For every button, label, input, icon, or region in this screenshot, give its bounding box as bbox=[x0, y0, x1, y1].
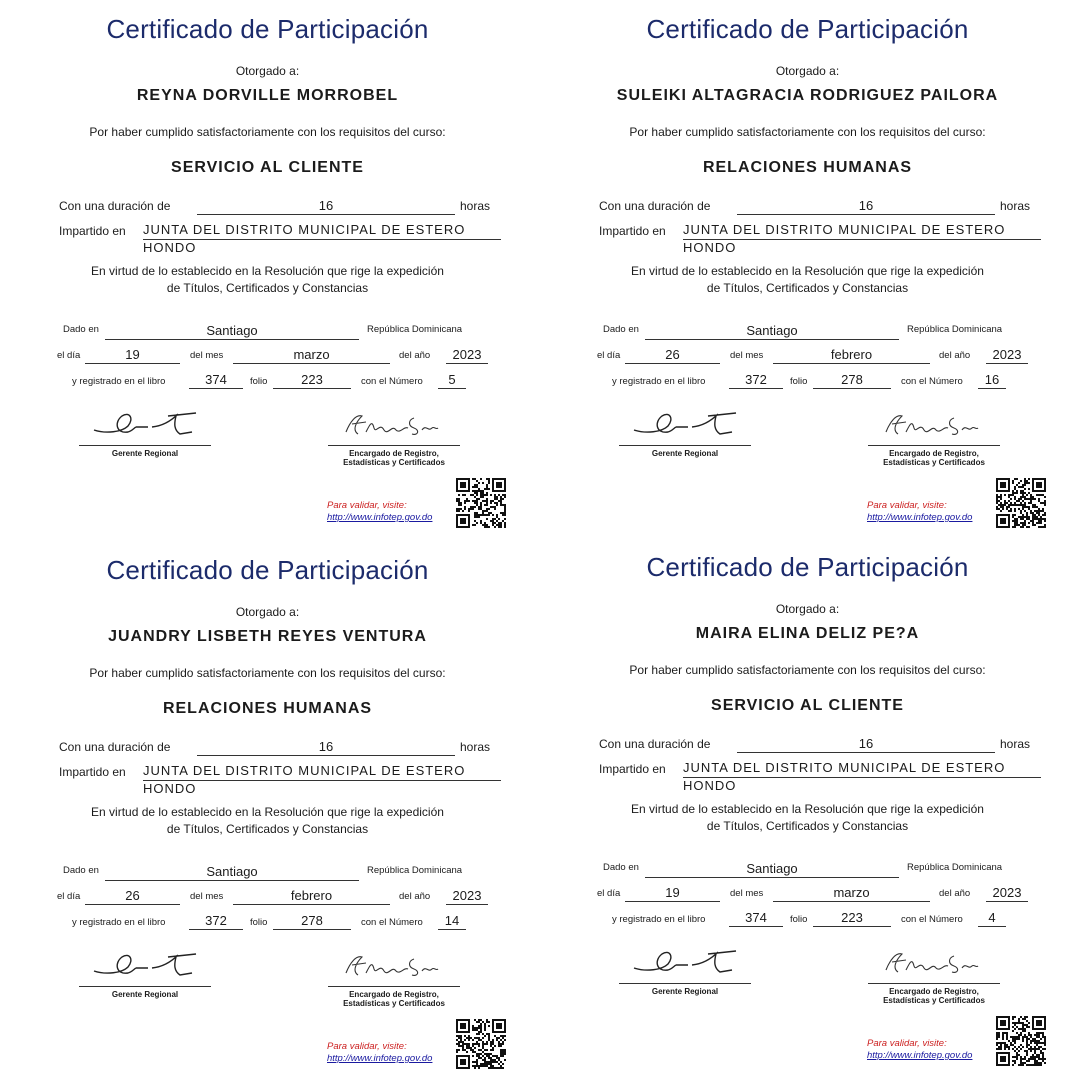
city-value: Santiago bbox=[645, 322, 899, 340]
registry-officer-signature bbox=[882, 410, 982, 440]
validate-text: Para validar, visite: bbox=[867, 1038, 947, 1049]
resolution-line-1: En virtud de lo establecido en la Resolución que rige la expedición bbox=[91, 264, 444, 278]
hours-value: 16 bbox=[197, 197, 455, 215]
sig2-caption-line-1: Encargado de Registro, bbox=[349, 449, 439, 458]
resolution-line-1: En virtud de lo establecido en la Resolución que rige la expedición bbox=[631, 264, 984, 278]
book-value: 372 bbox=[189, 912, 243, 930]
numero-label: con el Número bbox=[361, 376, 423, 387]
certificate-title: Certificado de Participación bbox=[646, 552, 969, 582]
course-name: RELACIONES HUMANAS bbox=[162, 700, 373, 717]
country-label: República Dominicana bbox=[907, 862, 1003, 873]
certificate-3 bbox=[0, 541, 540, 1081]
course-name: RELACIONES HUMANAS bbox=[702, 159, 913, 176]
validate-text: Para validar, visite: bbox=[867, 500, 947, 511]
entity-value: JUNTA DEL DISTRITO MUNICIPAL DE ESTERO HONDO bbox=[683, 759, 1041, 778]
folio-label: folio bbox=[790, 914, 808, 925]
sig2-caption-line-1: Encargado de Registro, bbox=[889, 449, 979, 458]
numero-label: con el Número bbox=[901, 376, 963, 387]
duration-label: Con una duración de bbox=[599, 199, 711, 213]
duration-label: Con una duración de bbox=[59, 199, 171, 213]
sig2-caption-line-1: Encargado de Registro, bbox=[349, 990, 439, 999]
anio-label: del año bbox=[399, 891, 431, 902]
sig2-caption bbox=[322, 449, 466, 467]
duration-label: Con una duración de bbox=[599, 737, 711, 751]
resolution-text bbox=[540, 801, 1075, 835]
sig2-caption-line-2: Estadísticas y Certificados bbox=[883, 996, 985, 1005]
libro-label: y registrado en el libro bbox=[72, 917, 166, 928]
folio-label: folio bbox=[790, 376, 808, 387]
entity-value: JUNTA DEL DISTRITO MUNICIPAL DE ESTERO HONDO bbox=[143, 221, 501, 240]
month-value: febrero bbox=[233, 887, 390, 905]
mes-label: del mes bbox=[730, 350, 764, 361]
dia-label: el día bbox=[57, 891, 81, 902]
certificate-title: Certificado de Participación bbox=[106, 555, 429, 585]
recipient-name: MAIRA ELINA DELIZ PE?A bbox=[695, 625, 920, 642]
signature-line-2 bbox=[328, 986, 460, 987]
resolution-line-1: En virtud de lo establecido en la Resolución que rige la expedición bbox=[91, 805, 444, 819]
entity-value: JUNTA DEL DISTRITO MUNICIPAL DE ESTERO HONDO bbox=[683, 221, 1041, 240]
granted-label: Otorgado a: bbox=[235, 64, 300, 78]
hours-label: horas bbox=[460, 199, 491, 213]
sig2-caption bbox=[862, 449, 1006, 467]
resolution-line-2: de Títulos, Certificados y Constancias bbox=[166, 822, 369, 836]
registry-officer-signature bbox=[342, 410, 442, 440]
resolution-line-2: de Títulos, Certificados y Constancias bbox=[706, 281, 909, 295]
libro-label: y registrado en el libro bbox=[72, 376, 166, 387]
year-value: 2023 bbox=[446, 346, 488, 364]
signature-line-2 bbox=[868, 983, 1000, 984]
recipient-name: REYNA DORVILLE MORROBEL bbox=[136, 87, 399, 104]
resolution-text bbox=[0, 804, 535, 838]
signature-line-1 bbox=[79, 445, 211, 446]
month-value: marzo bbox=[773, 884, 930, 902]
dia-label: el día bbox=[597, 350, 621, 361]
dado-en-label: Dado en bbox=[63, 865, 99, 876]
hours-value: 16 bbox=[737, 735, 995, 753]
folio-value: 223 bbox=[273, 371, 351, 389]
hours-value: 16 bbox=[737, 197, 995, 215]
signature-line-2 bbox=[328, 445, 460, 446]
day-value: 19 bbox=[625, 884, 720, 902]
qr-code-icon bbox=[995, 1016, 1047, 1066]
numero-label: con el Número bbox=[901, 914, 963, 925]
entity-value: JUNTA DEL DISTRITO MUNICIPAL DE ESTERO HONDO bbox=[143, 762, 501, 781]
year-value: 2023 bbox=[446, 887, 488, 905]
country-label: República Dominicana bbox=[907, 324, 1003, 335]
sig1-caption: Gerente Regional bbox=[651, 449, 719, 458]
city-value: Santiago bbox=[105, 322, 359, 340]
granted-label: Otorgado a: bbox=[775, 602, 840, 616]
day-value: 26 bbox=[85, 887, 180, 905]
resolution-line-1: En virtud de lo establecido en la Resolución que rige la expedición bbox=[631, 802, 984, 816]
number-value: 5 bbox=[438, 371, 466, 389]
requirement-text: Por haber cumplido satisfactoriamente con los requisitos del curso: bbox=[89, 666, 446, 680]
mes-label: del mes bbox=[190, 891, 224, 902]
validation-note bbox=[867, 500, 972, 524]
country-label: República Dominicana bbox=[367, 324, 463, 335]
number-value: 4 bbox=[978, 909, 1006, 927]
signature-line-1 bbox=[619, 983, 751, 984]
course-name: SERVICIO AL CLIENTE bbox=[711, 697, 904, 714]
folio-value: 223 bbox=[813, 909, 891, 927]
book-value: 372 bbox=[729, 371, 783, 389]
impartido-label: Impartido en bbox=[59, 765, 126, 779]
sig2-caption-line-2: Estadísticas y Certificados bbox=[343, 999, 445, 1008]
validation-note bbox=[327, 500, 432, 524]
regional-manager-signature bbox=[92, 949, 202, 981]
dado-en-label: Dado en bbox=[603, 862, 639, 873]
libro-label: y registrado en el libro bbox=[612, 914, 706, 925]
duration-label: Con una duración de bbox=[59, 740, 171, 754]
signature-line-1 bbox=[619, 445, 751, 446]
hours-label: horas bbox=[1000, 199, 1031, 213]
anio-label: del año bbox=[399, 350, 431, 361]
sig2-caption-line-1: Encargado de Registro, bbox=[889, 987, 979, 996]
libro-label: y registrado en el libro bbox=[612, 376, 706, 387]
sig2-caption bbox=[862, 987, 1006, 1005]
qr-code-icon bbox=[455, 1019, 507, 1069]
validate-link[interactable]: http://www.infotep.gov.do bbox=[327, 1053, 433, 1064]
day-value: 26 bbox=[625, 346, 720, 364]
recipient-name: SULEIKI ALTAGRACIA RODRIGUEZ PAILORA bbox=[616, 87, 999, 104]
month-value: febrero bbox=[773, 346, 930, 364]
day-value: 19 bbox=[85, 346, 180, 364]
requirement-text: Por haber cumplido satisfactoriamente con los requisitos del curso: bbox=[629, 663, 986, 677]
dia-label: el día bbox=[57, 350, 81, 361]
anio-label: del año bbox=[939, 888, 971, 899]
sig1-caption: Gerente Regional bbox=[111, 449, 179, 458]
folio-label: folio bbox=[250, 376, 268, 387]
sig2-caption-line-2: Estadísticas y Certificados bbox=[343, 458, 445, 467]
granted-label: Otorgado a: bbox=[775, 64, 840, 78]
certificate-title: Certificado de Participación bbox=[646, 14, 969, 44]
hours-label: horas bbox=[460, 740, 491, 754]
regional-manager-signature bbox=[92, 408, 202, 440]
dado-en-label: Dado en bbox=[63, 324, 99, 335]
validate-text: Para validar, visite: bbox=[327, 1041, 407, 1052]
certificate-2 bbox=[540, 0, 1080, 540]
registry-officer-signature bbox=[342, 951, 442, 981]
signature-line-2 bbox=[868, 445, 1000, 446]
month-value: marzo bbox=[233, 346, 390, 364]
number-value: 16 bbox=[978, 371, 1006, 389]
book-value: 374 bbox=[729, 909, 783, 927]
recipient-name: JUANDRY LISBETH REYES VENTURA bbox=[108, 628, 427, 645]
folio-value: 278 bbox=[273, 912, 351, 930]
validate-link[interactable]: http://www.infotep.gov.do bbox=[867, 1050, 973, 1061]
resolution-text bbox=[540, 263, 1075, 297]
certificate-4 bbox=[540, 538, 1080, 1078]
sig2-caption bbox=[322, 990, 466, 1008]
resolution-text bbox=[0, 263, 535, 297]
regional-manager-signature bbox=[632, 946, 742, 978]
requirement-text: Por haber cumplido satisfactoriamente con los requisitos del curso: bbox=[89, 125, 446, 139]
number-value: 14 bbox=[438, 912, 466, 930]
numero-label: con el Número bbox=[361, 917, 423, 928]
impartido-label: Impartido en bbox=[599, 224, 666, 238]
validate-link[interactable]: http://www.infotep.gov.do bbox=[867, 512, 973, 523]
hours-label: horas bbox=[1000, 737, 1031, 751]
qr-code-icon bbox=[995, 478, 1047, 528]
impartido-label: Impartido en bbox=[599, 762, 666, 776]
year-value: 2023 bbox=[986, 346, 1028, 364]
sig1-caption: Gerente Regional bbox=[111, 990, 179, 999]
requirement-text: Por haber cumplido satisfactoriamente con los requisitos del curso: bbox=[629, 125, 986, 139]
country-label: República Dominicana bbox=[367, 865, 463, 876]
mes-label: del mes bbox=[730, 888, 764, 899]
signature-line-1 bbox=[79, 986, 211, 987]
qr-code-icon bbox=[455, 478, 507, 528]
certificate-1 bbox=[0, 0, 540, 540]
regional-manager-signature bbox=[632, 408, 742, 440]
validation-note bbox=[867, 1038, 972, 1062]
dia-label: el día bbox=[597, 888, 621, 899]
year-value: 2023 bbox=[986, 884, 1028, 902]
hours-value: 16 bbox=[197, 738, 455, 756]
granted-label: Otorgado a: bbox=[235, 605, 300, 619]
validate-text: Para validar, visite: bbox=[327, 500, 407, 511]
folio-value: 278 bbox=[813, 371, 891, 389]
validation-note bbox=[327, 1041, 432, 1065]
city-value: Santiago bbox=[105, 863, 359, 881]
anio-label: del año bbox=[939, 350, 971, 361]
sig1-caption: Gerente Regional bbox=[651, 987, 719, 996]
city-value: Santiago bbox=[645, 860, 899, 878]
course-name: SERVICIO AL CLIENTE bbox=[171, 159, 364, 176]
certificate-title: Certificado de Participación bbox=[106, 14, 429, 44]
resolution-line-2: de Títulos, Certificados y Constancias bbox=[706, 819, 909, 833]
registry-officer-signature bbox=[882, 948, 982, 978]
impartido-label: Impartido en bbox=[59, 224, 126, 238]
book-value: 374 bbox=[189, 371, 243, 389]
dado-en-label: Dado en bbox=[603, 324, 639, 335]
sig2-caption-line-2: Estadísticas y Certificados bbox=[883, 458, 985, 467]
validate-link[interactable]: http://www.infotep.gov.do bbox=[327, 512, 433, 523]
resolution-line-2: de Títulos, Certificados y Constancias bbox=[166, 281, 369, 295]
folio-label: folio bbox=[250, 917, 268, 928]
mes-label: del mes bbox=[190, 350, 224, 361]
